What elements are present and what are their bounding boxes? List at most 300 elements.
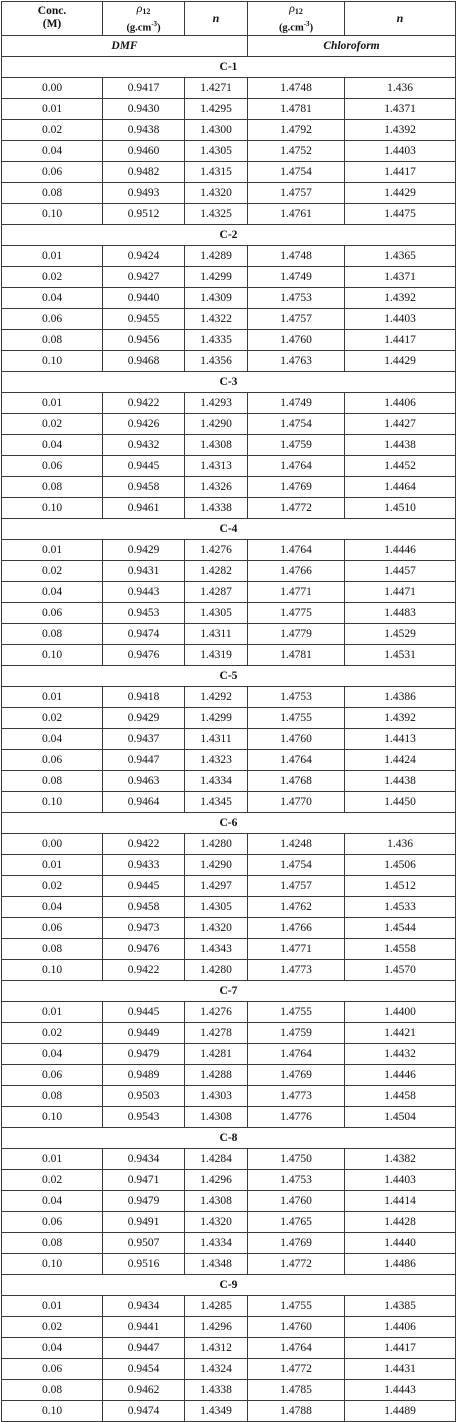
cell-density-chloroform: 1.4764 — [248, 1043, 345, 1064]
cell-n-dmf: 1.4305 — [185, 140, 248, 161]
cell-density-chloroform: 1.4775 — [248, 602, 345, 623]
rho-symbol: ρ — [136, 1, 143, 15]
rho-subscript: 12 — [142, 7, 151, 16]
cell-density-chloroform: 1.4764 — [248, 1337, 345, 1358]
cell-n-chloroform: 1.4432 — [345, 1043, 456, 1064]
table-row — [2, 434, 456, 455]
cell-concentration: 0.02 — [2, 707, 103, 728]
cell-density-chloroform: 1.4764 — [248, 539, 345, 560]
table-row — [2, 1358, 456, 1379]
cell-density-dmf: 0.9512 — [103, 203, 185, 224]
data-table — [1, 1, 456, 1422]
cell-n-dmf: 1.4293 — [185, 392, 248, 413]
cell-density-chloroform: 1.4755 — [248, 1295, 345, 1316]
table-row — [2, 791, 456, 812]
cell-density-dmf: 0.9422 — [103, 959, 185, 980]
cell-n-chloroform: 1.4544 — [345, 917, 456, 938]
cell-density-dmf: 0.9429 — [103, 539, 185, 560]
group-header-row — [2, 812, 456, 833]
cell-concentration: 0.00 — [2, 77, 103, 98]
cell-density-dmf: 0.9476 — [103, 938, 185, 959]
cell-n-dmf: 1.4320 — [185, 917, 248, 938]
table-row — [2, 329, 456, 350]
table-row — [2, 1232, 456, 1253]
cell-density-dmf: 0.9437 — [103, 728, 185, 749]
cell-n-dmf: 1.4292 — [185, 686, 248, 707]
cell-n-dmf: 1.4282 — [185, 560, 248, 581]
cell-n-chloroform: 1.4413 — [345, 728, 456, 749]
cell-concentration: 0.02 — [2, 1316, 103, 1337]
cell-density-chloroform: 1.4752 — [248, 140, 345, 161]
cell-density-dmf: 0.9429 — [103, 707, 185, 728]
cell-concentration: 0.06 — [2, 602, 103, 623]
cell-n-dmf: 1.4315 — [185, 161, 248, 182]
cell-density-dmf: 0.9489 — [103, 1064, 185, 1085]
cell-n-dmf: 1.4323 — [185, 749, 248, 770]
group-label: C-9 — [2, 1274, 456, 1295]
table-row — [2, 560, 456, 581]
cell-n-dmf: 1.4276 — [185, 539, 248, 560]
cell-density-chloroform: 1.4773 — [248, 959, 345, 980]
cell-n-dmf: 1.4313 — [185, 455, 248, 476]
cell-n-dmf: 1.4319 — [185, 644, 248, 665]
cell-concentration: 0.06 — [2, 749, 103, 770]
cell-density-chloroform: 1.4770 — [248, 791, 345, 812]
cell-concentration: 0.01 — [2, 1001, 103, 1022]
cell-n-dmf: 1.4356 — [185, 350, 248, 371]
cell-density-dmf: 0.9458 — [103, 896, 185, 917]
cell-density-dmf: 0.9447 — [103, 1337, 185, 1358]
cell-density-chloroform: 1.4748 — [248, 77, 345, 98]
cell-concentration: 0.08 — [2, 329, 103, 350]
cell-n-chloroform: 1.4570 — [345, 959, 456, 980]
cell-concentration: 0.02 — [2, 119, 103, 140]
group-label: C-8 — [2, 1127, 456, 1148]
cell-density-chloroform: 1.4759 — [248, 1022, 345, 1043]
cell-n-dmf: 1.4343 — [185, 938, 248, 959]
cell-density-dmf: 0.9434 — [103, 1148, 185, 1169]
table-row — [2, 1190, 456, 1211]
cell-n-dmf: 1.4296 — [185, 1316, 248, 1337]
cell-n-chloroform: 1.4371 — [345, 98, 456, 119]
cell-n-chloroform: 1.4365 — [345, 245, 456, 266]
cell-density-chloroform: 1.4773 — [248, 1085, 345, 1106]
cell-density-dmf: 0.9454 — [103, 1358, 185, 1379]
cell-n-dmf: 1.4309 — [185, 287, 248, 308]
cell-density-dmf: 0.9468 — [103, 350, 185, 371]
cell-n-chloroform: 1.4457 — [345, 560, 456, 581]
cell-concentration: 0.02 — [2, 1022, 103, 1043]
cell-density-dmf: 0.9449 — [103, 1022, 185, 1043]
cell-concentration: 0.04 — [2, 1043, 103, 1064]
rho-symbol: ρ — [289, 1, 295, 15]
cell-concentration: 0.08 — [2, 1085, 103, 1106]
cell-n-chloroform: 1.4446 — [345, 1064, 456, 1085]
cell-n-dmf: 1.4289 — [185, 245, 248, 266]
cell-n-dmf: 1.4299 — [185, 707, 248, 728]
cell-concentration: 0.08 — [2, 938, 103, 959]
cell-density-chloroform: 1.4792 — [248, 119, 345, 140]
cell-concentration: 0.04 — [2, 1337, 103, 1358]
header-density-chloroform — [248, 2, 345, 36]
table-row — [2, 245, 456, 266]
cell-n-chloroform: 1.4489 — [345, 1400, 456, 1421]
cell-density-chloroform: 1.4779 — [248, 623, 345, 644]
table-body — [2, 56, 456, 1421]
cell-density-chloroform: 1.4762 — [248, 896, 345, 917]
cell-density-chloroform: 1.4769 — [248, 1232, 345, 1253]
cell-density-chloroform: 1.4760 — [248, 1316, 345, 1337]
cell-density-dmf: 0.9516 — [103, 1253, 185, 1274]
cell-concentration: 0.08 — [2, 1232, 103, 1253]
cell-n-dmf: 1.4311 — [185, 728, 248, 749]
cell-n-dmf: 1.4278 — [185, 1022, 248, 1043]
group-label: C-7 — [2, 980, 456, 1001]
cell-density-chloroform: 1.4766 — [248, 560, 345, 581]
table-row — [2, 896, 456, 917]
cell-n-dmf: 1.4305 — [185, 896, 248, 917]
group-header-row — [2, 1274, 456, 1295]
cell-density-dmf: 0.9433 — [103, 854, 185, 875]
cell-concentration: 0.06 — [2, 1064, 103, 1085]
group-header-row — [2, 1127, 456, 1148]
group-header-row — [2, 980, 456, 1001]
cell-n-dmf: 1.4287 — [185, 581, 248, 602]
cell-n-chloroform: 1.4429 — [345, 350, 456, 371]
cell-n-dmf: 1.4280 — [185, 959, 248, 980]
cell-n-dmf: 1.4299 — [185, 266, 248, 287]
cell-n-dmf: 1.4326 — [185, 476, 248, 497]
cell-density-chloroform: 1.4788 — [248, 1400, 345, 1421]
cell-n-dmf: 1.4296 — [185, 1169, 248, 1190]
cell-n-dmf: 1.4280 — [185, 833, 248, 854]
cell-n-chloroform: 1.4421 — [345, 1022, 456, 1043]
cell-n-dmf: 1.4348 — [185, 1253, 248, 1274]
cell-density-dmf: 0.9482 — [103, 161, 185, 182]
cell-density-dmf: 0.9471 — [103, 1169, 185, 1190]
table-row — [2, 203, 456, 224]
table-row — [2, 98, 456, 119]
cell-n-chloroform: 1.4531 — [345, 644, 456, 665]
cell-concentration: 0.06 — [2, 161, 103, 182]
cell-n-chloroform: 1.4506 — [345, 854, 456, 875]
cell-density-chloroform: 1.4749 — [248, 392, 345, 413]
cell-n-chloroform: 1.4464 — [345, 476, 456, 497]
cell-n-dmf: 1.4305 — [185, 602, 248, 623]
cell-density-chloroform: 1.4754 — [248, 854, 345, 875]
unit-pre: (g.cm — [126, 22, 152, 34]
cell-concentration: 0.06 — [2, 1211, 103, 1232]
cell-n-chloroform: 1.4471 — [345, 581, 456, 602]
table-row — [2, 854, 456, 875]
group-header-row — [2, 665, 456, 686]
group-label: C-6 — [2, 812, 456, 833]
table-row — [2, 182, 456, 203]
unit-post: ) — [157, 22, 161, 34]
table-row — [2, 476, 456, 497]
cell-concentration: 0.08 — [2, 623, 103, 644]
cell-density-chloroform: 1.4772 — [248, 1253, 345, 1274]
cell-density-dmf: 0.9438 — [103, 119, 185, 140]
cell-n-chloroform: 1.4429 — [345, 182, 456, 203]
cell-n-chloroform: 1.4417 — [345, 1337, 456, 1358]
cell-concentration: 0.10 — [2, 1253, 103, 1274]
cell-density-dmf: 0.9453 — [103, 602, 185, 623]
table-row — [2, 1295, 456, 1316]
cell-n-chloroform: 1.4403 — [345, 308, 456, 329]
group-label: C-3 — [2, 371, 456, 392]
cell-n-chloroform: 1.4386 — [345, 686, 456, 707]
cell-density-chloroform: 1.4785 — [248, 1379, 345, 1400]
table-row — [2, 77, 456, 98]
table-row — [2, 875, 456, 896]
cell-n-dmf: 1.4320 — [185, 1211, 248, 1232]
cell-concentration: 0.01 — [2, 539, 103, 560]
cell-density-dmf: 0.9417 — [103, 77, 185, 98]
cell-density-chloroform: 1.4768 — [248, 770, 345, 791]
header-n-chloroform: n — [345, 2, 456, 36]
cell-concentration: 0.01 — [2, 1148, 103, 1169]
cell-concentration: 0.02 — [2, 1169, 103, 1190]
cell-concentration: 0.02 — [2, 413, 103, 434]
cell-concentration: 0.04 — [2, 434, 103, 455]
cell-concentration: 0.01 — [2, 854, 103, 875]
cell-density-dmf: 0.9473 — [103, 917, 185, 938]
cell-n-chloroform: 1.4446 — [345, 539, 456, 560]
cell-density-chloroform: 1.4750 — [248, 1148, 345, 1169]
cell-concentration: 0.04 — [2, 896, 103, 917]
cell-density-chloroform: 1.4754 — [248, 413, 345, 434]
cell-n-chloroform: 1.4392 — [345, 707, 456, 728]
cell-concentration: 0.10 — [2, 644, 103, 665]
cell-n-dmf: 1.4311 — [185, 623, 248, 644]
cell-concentration: 0.06 — [2, 308, 103, 329]
cell-n-chloroform: 1.4452 — [345, 455, 456, 476]
cell-density-chloroform: 1.4755 — [248, 707, 345, 728]
cell-density-dmf: 0.9460 — [103, 140, 185, 161]
table-row — [2, 1169, 456, 1190]
cell-n-dmf: 1.4308 — [185, 1106, 248, 1127]
table-row — [2, 749, 456, 770]
cell-density-chloroform: 1.4749 — [248, 266, 345, 287]
table-row — [2, 497, 456, 518]
cell-density-dmf: 0.9427 — [103, 266, 185, 287]
cell-density-dmf: 0.9474 — [103, 1400, 185, 1421]
cell-density-dmf: 0.9443 — [103, 581, 185, 602]
cell-density-dmf: 0.9424 — [103, 245, 185, 266]
unit-exp: -3 — [151, 20, 158, 28]
table-row — [2, 917, 456, 938]
cell-n-chloroform: 1.4512 — [345, 875, 456, 896]
cell-density-chloroform: 1.4781 — [248, 644, 345, 665]
cell-concentration: 0.02 — [2, 266, 103, 287]
table-row — [2, 266, 456, 287]
unit-exp: -3 — [303, 20, 310, 28]
table-row — [2, 1001, 456, 1022]
cell-n-chloroform: 1.4475 — [345, 203, 456, 224]
cell-n-chloroform: 1.4510 — [345, 497, 456, 518]
cell-density-dmf: 0.9440 — [103, 287, 185, 308]
cell-density-chloroform: 1.4755 — [248, 1001, 345, 1022]
cell-n-chloroform: 1.4558 — [345, 938, 456, 959]
cell-n-dmf: 1.4288 — [185, 1064, 248, 1085]
cell-density-dmf: 0.9479 — [103, 1190, 185, 1211]
table-row — [2, 161, 456, 182]
cell-density-chloroform: 1.4760 — [248, 1190, 345, 1211]
cell-concentration: 0.10 — [2, 497, 103, 518]
cell-density-chloroform: 1.4754 — [248, 161, 345, 182]
group-header-row — [2, 224, 456, 245]
cell-n-chloroform: 1.4486 — [345, 1253, 456, 1274]
table-row — [2, 707, 456, 728]
cell-n-dmf: 1.4312 — [185, 1337, 248, 1358]
cell-density-dmf: 0.9462 — [103, 1379, 185, 1400]
cell-n-chloroform: 1.4417 — [345, 161, 456, 182]
cell-density-dmf: 0.9445 — [103, 1001, 185, 1022]
cell-n-chloroform: 1.4385 — [345, 1295, 456, 1316]
cell-concentration: 0.10 — [2, 1106, 103, 1127]
cell-n-chloroform: 1.4417 — [345, 329, 456, 350]
group-label: C-1 — [2, 56, 456, 77]
cell-concentration: 0.00 — [2, 833, 103, 854]
table-row — [2, 1316, 456, 1337]
cell-n-dmf: 1.4345 — [185, 791, 248, 812]
header-concentration — [2, 2, 103, 36]
cell-concentration: 0.08 — [2, 770, 103, 791]
table-row — [2, 1043, 456, 1064]
cell-n-chloroform: 1.4392 — [345, 287, 456, 308]
rho-subscript: 12 — [294, 7, 303, 16]
cell-concentration: 0.01 — [2, 1295, 103, 1316]
solvent-row — [2, 35, 456, 56]
table-row — [2, 1253, 456, 1274]
cell-n-chloroform: 1.436 — [345, 833, 456, 854]
cell-n-dmf: 1.4290 — [185, 854, 248, 875]
cell-n-chloroform: 1.4382 — [345, 1148, 456, 1169]
table-row — [2, 938, 456, 959]
table-row — [2, 770, 456, 791]
cell-density-dmf: 0.9461 — [103, 497, 185, 518]
cell-concentration: 0.08 — [2, 1379, 103, 1400]
cell-density-chloroform: 1.4757 — [248, 875, 345, 896]
group-label: C-2 — [2, 224, 456, 245]
cell-n-chloroform: 1.4438 — [345, 434, 456, 455]
cell-density-chloroform: 1.4753 — [248, 287, 345, 308]
cell-density-dmf: 0.9507 — [103, 1232, 185, 1253]
cell-concentration: 0.10 — [2, 1400, 103, 1421]
cell-density-chloroform: 1.4769 — [248, 1064, 345, 1085]
cell-density-dmf: 0.9441 — [103, 1316, 185, 1337]
cell-concentration: 0.04 — [2, 140, 103, 161]
cell-density-chloroform: 1.4760 — [248, 728, 345, 749]
table-row — [2, 623, 456, 644]
cell-n-dmf: 1.4324 — [185, 1358, 248, 1379]
table-row — [2, 119, 456, 140]
cell-n-chloroform: 1.4406 — [345, 392, 456, 413]
cell-n-chloroform: 1.4504 — [345, 1106, 456, 1127]
group-label: C-5 — [2, 665, 456, 686]
table-row — [2, 833, 456, 854]
cell-n-chloroform: 1.4529 — [345, 623, 456, 644]
table-row — [2, 602, 456, 623]
cell-n-dmf: 1.4325 — [185, 203, 248, 224]
cell-n-chloroform: 1.4424 — [345, 749, 456, 770]
cell-concentration: 0.06 — [2, 917, 103, 938]
table-row — [2, 728, 456, 749]
cell-density-dmf: 0.9458 — [103, 476, 185, 497]
table-row — [2, 686, 456, 707]
cell-density-chloroform: 1.4759 — [248, 434, 345, 455]
cell-n-dmf: 1.4308 — [185, 1190, 248, 1211]
cell-n-chloroform: 1.4440 — [345, 1232, 456, 1253]
cell-density-dmf: 0.9463 — [103, 770, 185, 791]
cell-n-chloroform: 1.4438 — [345, 770, 456, 791]
group-header-row — [2, 371, 456, 392]
group-label: C-4 — [2, 518, 456, 539]
table-row — [2, 455, 456, 476]
cell-density-chloroform: 1.4766 — [248, 917, 345, 938]
cell-density-chloroform: 1.4248 — [248, 833, 345, 854]
cell-concentration: 0.01 — [2, 392, 103, 413]
cell-concentration: 0.08 — [2, 182, 103, 203]
group-header-row — [2, 56, 456, 77]
table-row — [2, 1337, 456, 1358]
cell-density-dmf: 0.9455 — [103, 308, 185, 329]
table-row — [2, 308, 456, 329]
cell-n-dmf: 1.4284 — [185, 1148, 248, 1169]
cell-density-dmf: 0.9491 — [103, 1211, 185, 1232]
table-row — [2, 1379, 456, 1400]
cell-density-chloroform: 1.4772 — [248, 1358, 345, 1379]
cell-density-chloroform: 1.4764 — [248, 455, 345, 476]
cell-n-chloroform: 1.4406 — [345, 1316, 456, 1337]
cell-concentration: 0.06 — [2, 455, 103, 476]
cell-density-dmf: 0.9434 — [103, 1295, 185, 1316]
table-row — [2, 581, 456, 602]
header-row — [2, 2, 456, 36]
cell-n-dmf: 1.4290 — [185, 413, 248, 434]
cell-n-dmf: 1.4303 — [185, 1085, 248, 1106]
cell-n-chloroform: 1.4400 — [345, 1001, 456, 1022]
cell-n-chloroform: 1.4427 — [345, 413, 456, 434]
cell-density-dmf: 0.9445 — [103, 875, 185, 896]
table-row — [2, 1106, 456, 1127]
cell-density-dmf: 0.9474 — [103, 623, 185, 644]
cell-concentration: 0.06 — [2, 1358, 103, 1379]
cell-density-chloroform: 1.4765 — [248, 1211, 345, 1232]
cell-density-dmf: 0.9426 — [103, 413, 185, 434]
cell-density-dmf: 0.9476 — [103, 644, 185, 665]
cell-n-dmf: 1.4338 — [185, 1379, 248, 1400]
cell-n-chloroform: 1.4392 — [345, 119, 456, 140]
cell-density-chloroform: 1.4753 — [248, 686, 345, 707]
cell-density-chloroform: 1.4772 — [248, 497, 345, 518]
cell-concentration: 0.02 — [2, 875, 103, 896]
cell-n-dmf: 1.4308 — [185, 434, 248, 455]
cell-density-dmf: 0.9431 — [103, 560, 185, 581]
table-row — [2, 1064, 456, 1085]
cell-density-dmf: 0.9464 — [103, 791, 185, 812]
cell-n-dmf: 1.4281 — [185, 1043, 248, 1064]
cell-n-chloroform: 1.436 — [345, 77, 456, 98]
cell-n-dmf: 1.4297 — [185, 875, 248, 896]
cell-density-chloroform: 1.4776 — [248, 1106, 345, 1127]
cell-density-chloroform: 1.4753 — [248, 1169, 345, 1190]
cell-n-dmf: 1.4334 — [185, 770, 248, 791]
cell-density-dmf: 0.9447 — [103, 749, 185, 770]
cell-n-dmf: 1.4300 — [185, 119, 248, 140]
solvent-dmf: DMF — [2, 35, 248, 56]
